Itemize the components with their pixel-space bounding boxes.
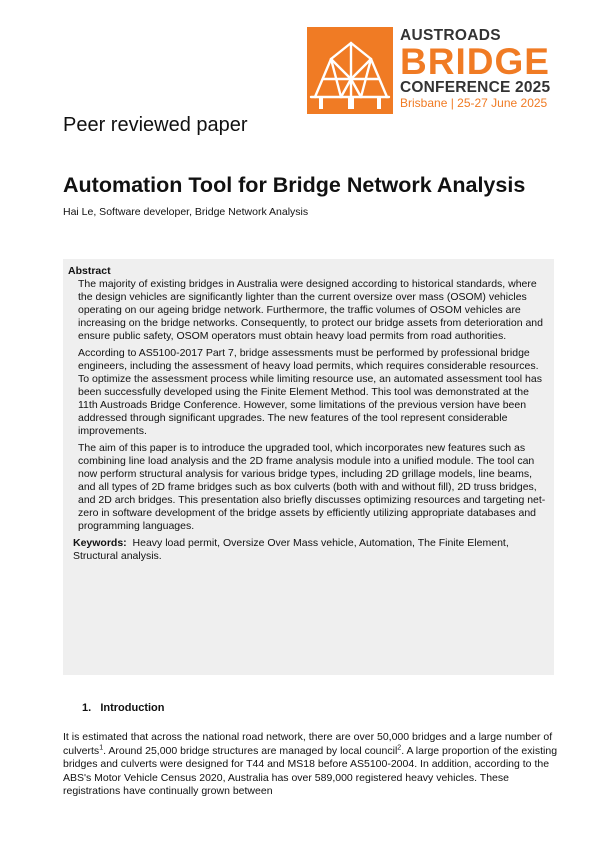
logo-line-location: Brisbane | 25-27 June 2025 [400,96,548,110]
bridge-icon [307,27,393,114]
intro-text-1: It is estimated that across the national road network, there are over 50,000 bridges and a large number of culverts [63,731,553,757]
abstract-box [63,259,554,675]
peer-reviewed-label: Peer reviewed paper [63,114,248,136]
keywords-label: Keywords: [73,537,127,549]
abstract-paragraph-2: According to AS5100-2017 Part 7, bridge assessments must be performed by professional bridge engineers, including the assessment of heavy load permits, which requires considerable resources. To optimize the assessment process while limiting resource use, an automated assessment tool has been successfully developed using the Finite Element Method. This tool was demonstrated at the 11th Austroads Bridge Conference. However, some limitations of the previous version have been addressed through significant upgrades. The new features of the tool represent considerable improvements. [78,347,542,437]
conference-logo [307,27,562,114]
abstract-paragraph-3: The aim of this paper is to introduce the upgraded tool, which incorporates new features such as combining line load analysis and the 2D frame analysis module into a unified module. The tool can now perform structural analysis for various bridge types, including 2D grillage models, line beams, and all types of 2D frame bridges such as box culverts (both with and without fill), 2D truss bridges, and 2D arch bridges. This presentation also briefly discusses optimizing resources and targeting net-zero in software development of the bridge assets by efficiently utilizing appropriate databases and programming languages. [78,442,546,532]
logo-line-conference: CONFERENCE 2025 [400,79,551,96]
abstract-paragraph-1: The majority of existing bridges in Australia were designed according to historical standards, where the design vehicles are significantly lighter than the current oversize over mass (OSOM) vehicles operating on our ageing bridge network. Furthermore, the traffic volumes of OSOM vehicles are increasing on the bridge networks. Consequently, to protect our bridge assets from deterioration and ensure public safety, OSOM operators must obtain heavy load permits from road authorities. [78,278,543,342]
intro-text-3: . A large proportion of the existing bridges and culverts were designed for T44 and MS18 before AS5100-2004. In addition, according to the ABS's Motor Vehicle Census 2020, Australia has over 589,000 registered heavy vehicles. These registrations have continually grown between [63,744,558,797]
intro-text-2: . Around 25,000 bridge structures are managed by local council [103,744,398,757]
introduction-paragraph [63,731,558,799]
author-line: Hai Le, Software developer, Bridge Network Analysis [63,206,309,218]
logo-line-austroads: AUSTROADS [400,27,501,44]
logo-text [400,27,565,111]
paper-title: Automation Tool for Bridge Network Analysis [63,173,526,197]
keywords [73,537,549,563]
abstract-heading: Abstract [68,265,111,277]
keywords-list: Heavy load permit, Oversize Over Mass vehicle, Automation, The Finite Element, Structural analysis. [73,537,509,562]
footnote-ref-2[interactable]: 2 [397,744,402,751]
logo-line-bridge: BRIDGE [400,41,550,82]
footnote-ref-1[interactable]: 1 [99,744,104,751]
section-heading-introduction: 1. Introduction [82,702,165,714]
